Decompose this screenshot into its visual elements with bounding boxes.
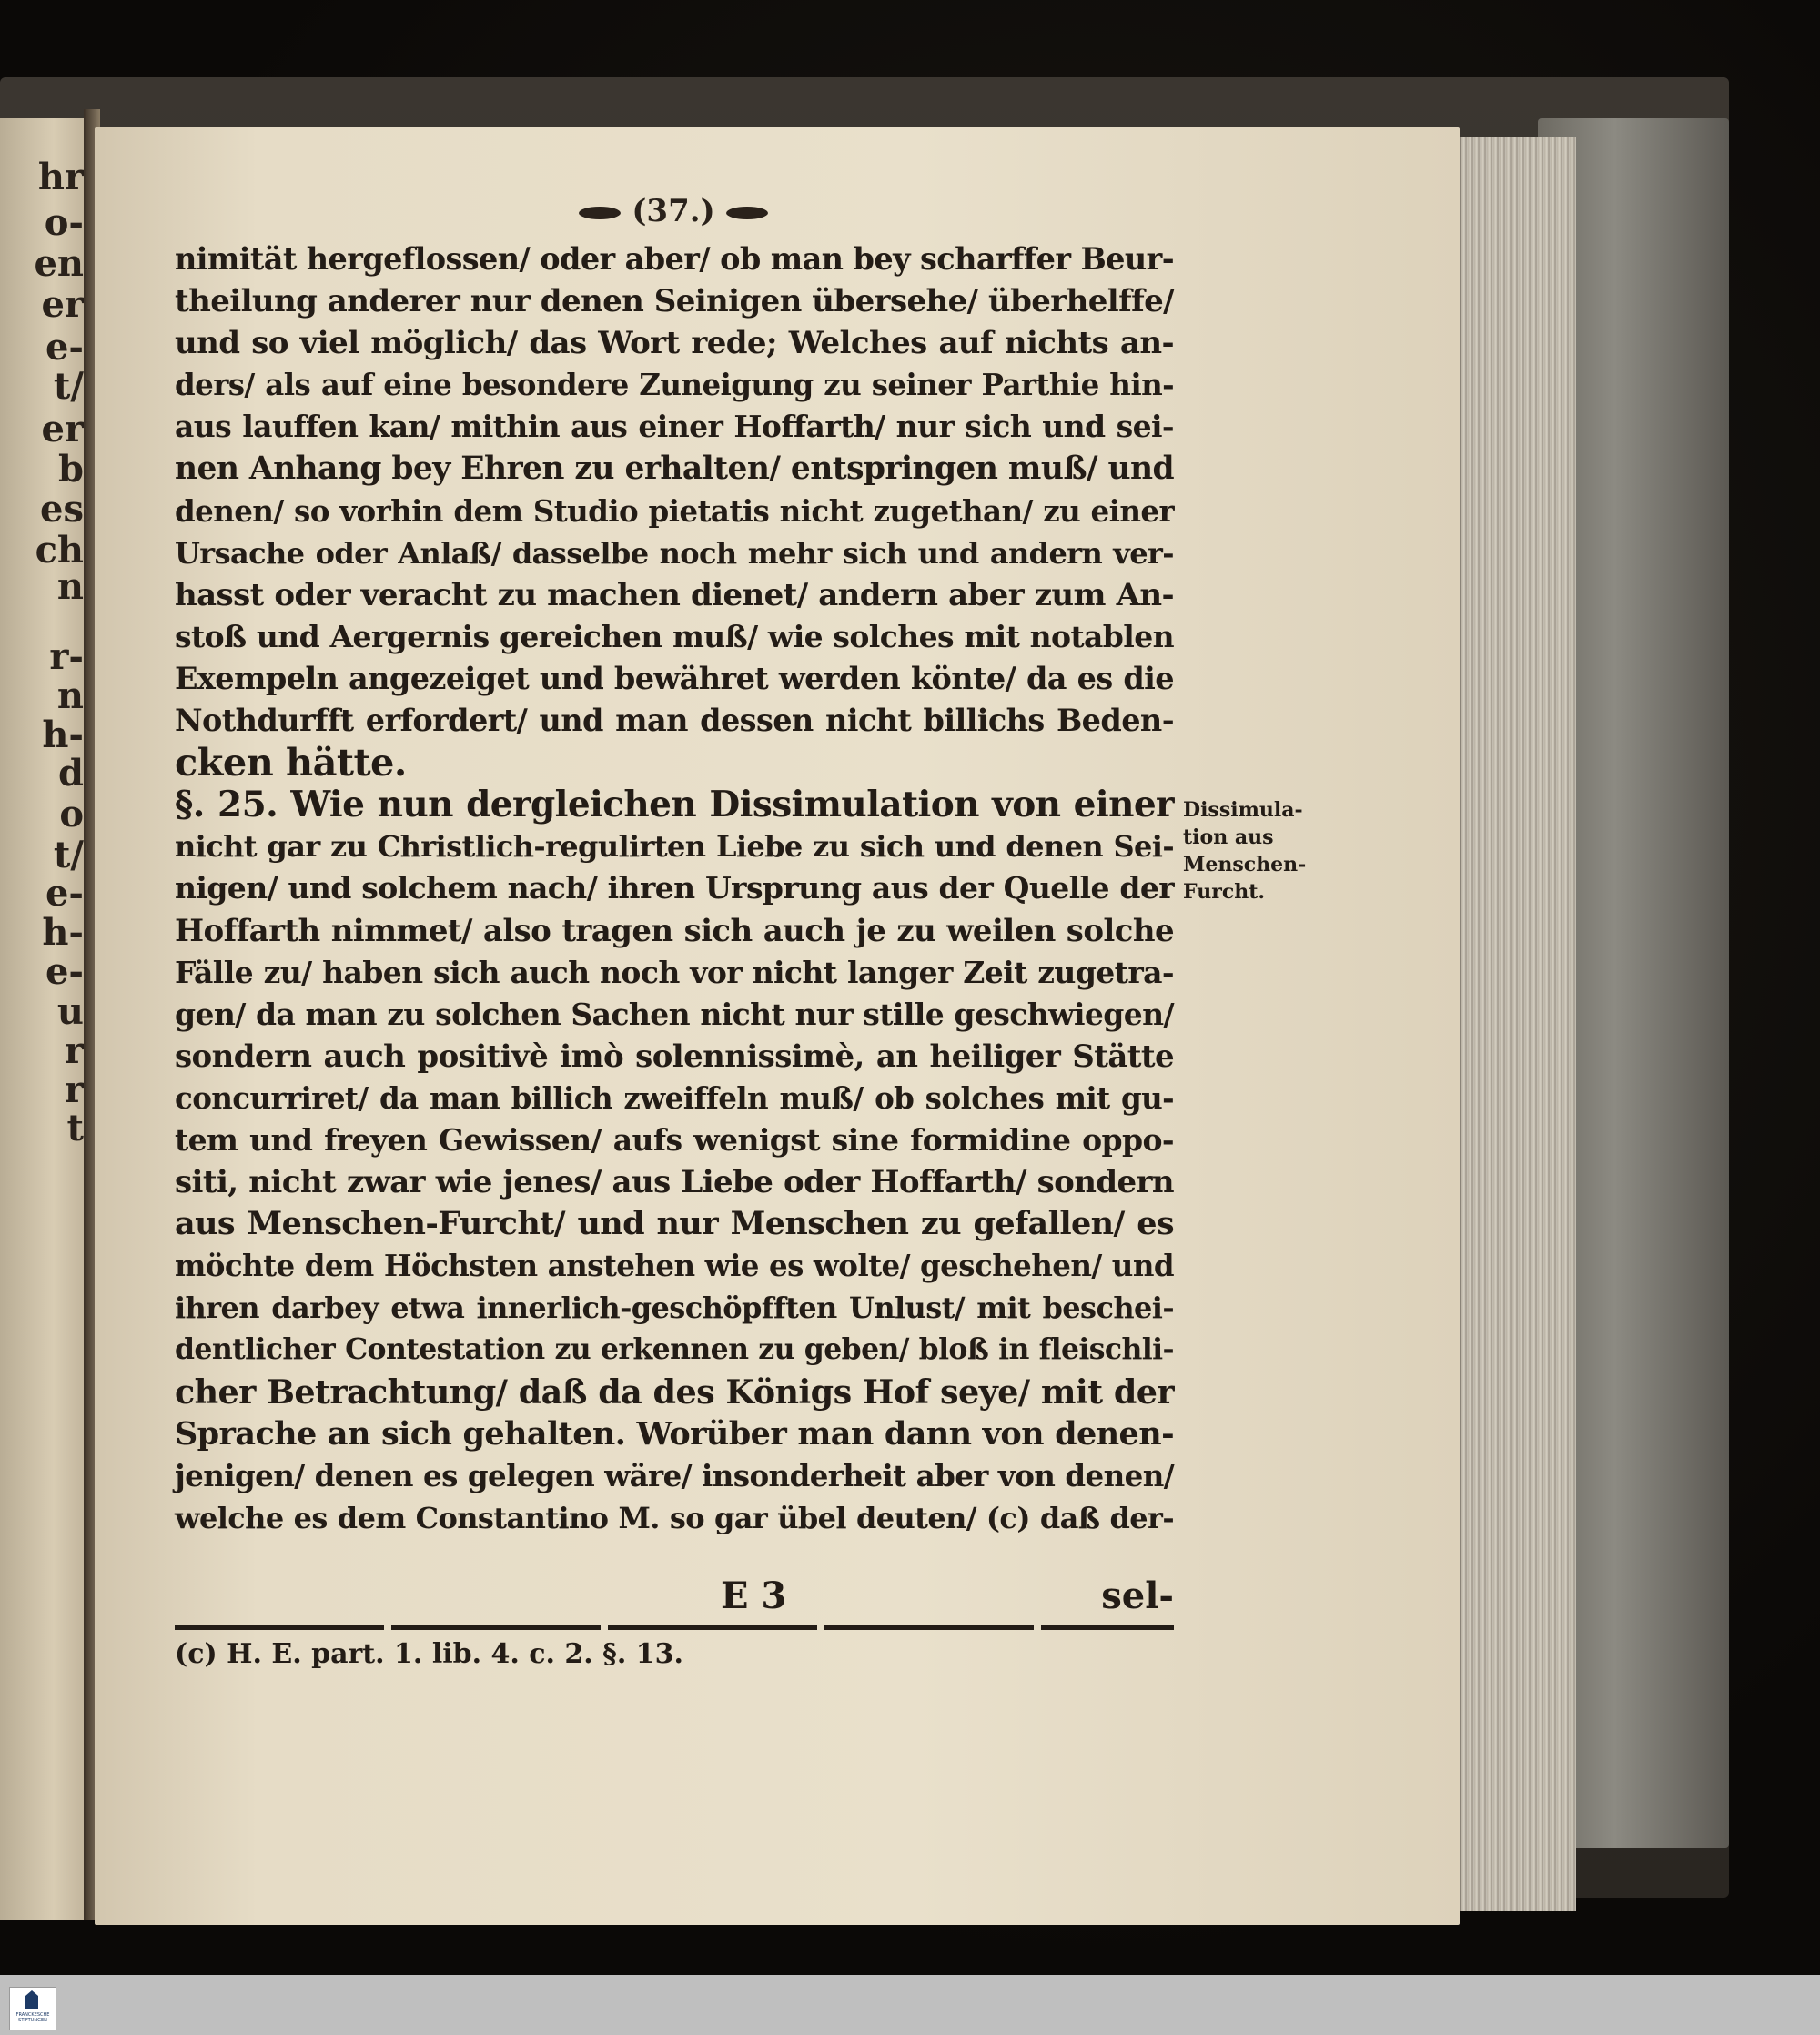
- signature-mark: E 3: [721, 1574, 787, 1617]
- text-line: hasst oder veracht zu machen dienet/ andern aber zum An-: [175, 576, 1174, 613]
- text-line: möchte dem Höchsten anstehen wie es wolte/ geschehen/ und: [175, 1248, 1174, 1284]
- text-line: Nothdurfft erfordert/ und man dessen nicht billichs Beden-: [175, 703, 1174, 739]
- text-line: nen Anhang bey Ehren zu erhalten/ entspringen muß/ und: [175, 451, 1174, 488]
- text-line: denen/ so vorhin dem Studio pietatis nicht zugethan/ zu einer: [175, 492, 1174, 529]
- previous-page-fragment: b: [58, 448, 84, 491]
- previous-page-fragment: n: [56, 565, 84, 608]
- previous-page-fragment: en: [34, 242, 84, 285]
- margin-note-line: Dissimula-: [1183, 798, 1303, 822]
- margin-note-line: Menschen-: [1183, 853, 1307, 876]
- page-stack-edge: [1460, 137, 1576, 1911]
- text-line: §. 25. Wie nun dergleichen Dissimulation von einer: [175, 784, 1174, 826]
- text-line: sondern auch positivè imò solennissimè, an heiliger Stätte: [175, 1038, 1174, 1075]
- footnote: (c) H. E. part. 1. lib. 4. c. 2. §. 13.: [175, 1638, 683, 1670]
- previous-page-fragment: o: [59, 793, 84, 835]
- text-line: aus lauffen kan/ mithin aus einer Hoffarth/ nur sich und sei-: [175, 409, 1174, 445]
- catchword: sel-: [1101, 1574, 1174, 1617]
- text-line: jenigen/ denen es gelegen wäre/ insonderheit aber von denen/: [175, 1457, 1174, 1493]
- previous-page-fragment: o-: [44, 201, 84, 244]
- previous-page-fragment: e-: [45, 326, 84, 369]
- text-line: cher Betrachtung/ daß da des Königs Hof seye/ mit der: [175, 1372, 1174, 1412]
- building-icon: [25, 1990, 38, 2009]
- text-line: gen/ da man zu solchen Sachen nicht nur stille geschwiegen/: [175, 996, 1174, 1032]
- text-line: siti, nicht zwar wie jenes/ aus Liebe oder Hoffarth/ sondern: [175, 1164, 1174, 1201]
- left-ornament-icon: [579, 207, 621, 219]
- text-line: aus Menschen-Furcht/ und nur Menschen zu gefallen/ es: [175, 1205, 1174, 1243]
- margin-note-line: tion aus: [1183, 825, 1274, 849]
- previous-page-fragment: r-: [49, 635, 84, 678]
- text-line: nimität hergeflossen/ oder aber/ ob man bey scharffer Beur-: [175, 241, 1174, 277]
- margin-note-line: Furcht.: [1183, 880, 1266, 904]
- margin-note: [1183, 796, 1310, 906]
- previous-page-fragment: er: [41, 283, 84, 326]
- text-line: welche es dem Constantino M. so gar übel deuten/ (c) daß der-: [175, 1500, 1174, 1535]
- previous-page-fragment: d: [58, 752, 84, 795]
- viewer-footer-bar: [0, 1975, 1820, 2035]
- page-number: (37.): [632, 193, 715, 229]
- text-line: concurriret/ da man billich zweiffeln muß/ ob solches mit gu-: [175, 1079, 1174, 1116]
- previous-page-fragment: hr: [37, 156, 84, 198]
- text-line: dentlicher Contestation zu erkennen zu geben/ bloß in fleischli-: [175, 1332, 1174, 1367]
- previous-page-fragment: e-: [45, 872, 84, 915]
- body-text: [175, 238, 1174, 1539]
- page-header: [546, 193, 801, 229]
- signature-line: [175, 1574, 1174, 1620]
- previous-page-fragment: ch: [35, 529, 84, 572]
- text-line: tem und freyen Gewissen/ aufs wenigst sine formidine oppo-: [175, 1121, 1174, 1158]
- text-line: ders/ als auf eine besondere Zuneigung zu seiner Parthie hin-: [175, 367, 1174, 403]
- text-line: stoß und Aergernis gereichen muß/ wie solches mit notablen: [175, 618, 1174, 654]
- previous-page-fragment: e-: [45, 950, 84, 993]
- text-line: Sprache an sich gehalten. Worüber man dann von denen-: [175, 1414, 1174, 1453]
- text-line: und so viel möglich/ das Wort rede; Welches auf nichts an-: [175, 325, 1174, 362]
- previous-page-fragment: r: [64, 1068, 84, 1111]
- previous-page-fragment: h-: [42, 714, 84, 756]
- text-line: Fälle zu/ haben sich auch noch vor nicht langer Zeit zugetra-: [175, 954, 1174, 990]
- previous-page-fragment: er: [41, 408, 84, 451]
- right-ornament-icon: [726, 207, 768, 219]
- text-line: Hoffarth nimmet/ also tragen sich auch je zu weilen solche: [175, 912, 1174, 949]
- previous-page-fragment: t/: [53, 834, 84, 876]
- previous-page-fragment: es: [40, 488, 84, 531]
- previous-page-fragment: h-: [42, 911, 84, 954]
- previous-page-fragment: r: [64, 1029, 84, 1072]
- previous-page-fragment: n: [56, 674, 84, 717]
- previous-page-edge: [0, 118, 92, 1920]
- library-logo: [9, 1987, 56, 2030]
- previous-page-fragment: t: [66, 1107, 84, 1149]
- text-line: cken hätte.: [175, 740, 407, 785]
- previous-page-fragment: u: [56, 990, 84, 1033]
- previous-page-fragment: t/: [53, 365, 84, 408]
- text-line: Ursache oder Anlaß/ dasselbe noch mehr sich und andern ver-: [175, 535, 1174, 571]
- text-line: Exempeln angezeiget und bewähret werden könte/ da es die: [175, 660, 1174, 696]
- footnote-rule: [175, 1625, 1174, 1630]
- logo-text: FRANCKESCHE STIFTUNGEN: [15, 2012, 50, 2023]
- text-line: nicht gar zu Christlich-regulirten Liebe zu sich und denen Sei-: [175, 829, 1174, 865]
- text-line: ihren darbey etwa innerlich-geschöpfften Unlust/ mit beschei-: [175, 1291, 1174, 1326]
- text-line: theilung anderer nur denen Seinigen übersehe/ überhelffe/: [175, 283, 1174, 320]
- text-line: nigen/ und solchem nach/ ihren Ursprung aus der Quelle der: [175, 870, 1174, 906]
